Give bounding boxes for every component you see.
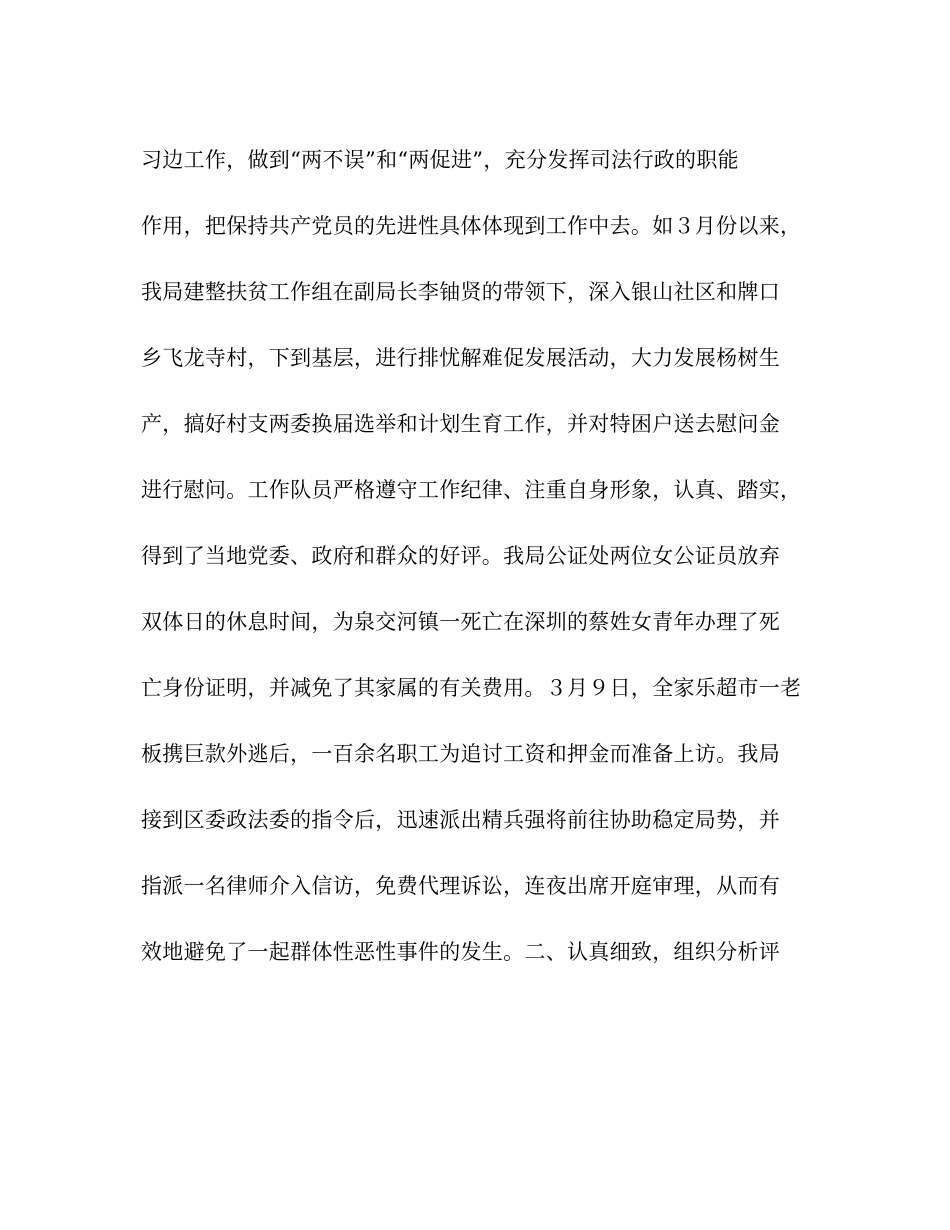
text-line: 产，搞好村支两委换届选举和计划生育工作，并对特困户送去慰问金: [141, 412, 780, 436]
text-line: 效地避免了一起群体性恶性事件的发生。二、认真细致，组织分析评: [141, 940, 780, 964]
text-line: 作用，把保持共产党员的先进性具体体现到工作中去。如３月份以来，: [141, 214, 802, 238]
text-line: 习边工作，做到“两不误”和“两促进”，充分发挥司法行政的职能: [141, 148, 739, 172]
body-text: [141, 140, 821, 998]
text-line: 我局建整扶贫工作组在副局长李铀贤的带领下，深入银山社区和牌口: [141, 280, 780, 304]
text-line: 板携巨款外逃后，一百余名职工为追讨工资和押金而准备上访。我局: [141, 742, 780, 766]
text-line: 指派一名律师介入信访，免费代理诉讼，连夜出席开庭审理，从而有: [141, 874, 780, 898]
text-line: 进行慰问。工作队员严格遵守工作纪律、注重自身形象，认真、踏实，: [141, 478, 802, 502]
text-line: 接到区委政法委的指令后，迅速派出精兵强将前往协助稳定局势，并: [141, 808, 780, 832]
text-line: 双体日的休息时间，为泉交河镇一死亡在深圳的蔡姓女青年办理了死: [141, 610, 780, 634]
text-line: 亡身份证明，并减免了其家属的有关费用。３月９日，全家乐超市一老: [141, 676, 802, 700]
text-line: 乡飞龙寺村，下到基层，进行排忧解难促发展活动，大力发展杨树生: [141, 346, 780, 370]
text-line: 得到了当地党委、政府和群众的好评。我局公证处两位女公证员放弃: [141, 544, 780, 568]
